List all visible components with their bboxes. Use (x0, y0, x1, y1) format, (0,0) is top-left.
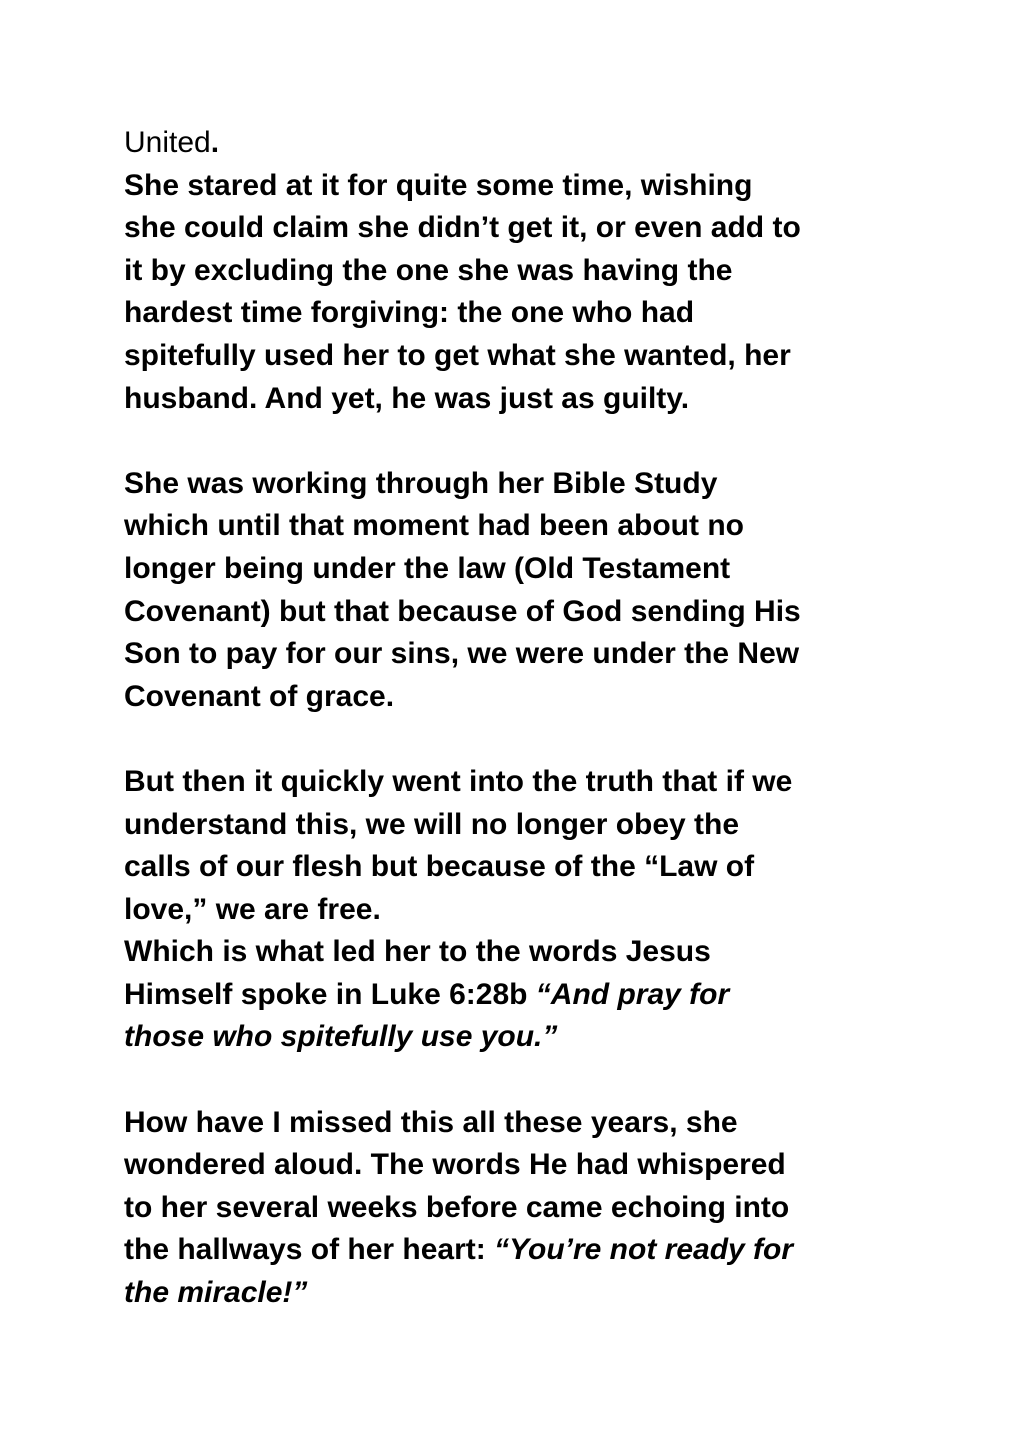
quote-lead: the hallways of her heart: (124, 1233, 495, 1267)
paragraph-4 (124, 1102, 924, 1315)
text-line: which until that moment had been about no (124, 509, 744, 543)
text-line: to her several weeks before came echoing into (124, 1190, 790, 1224)
text-line: understand this, we will no longer obey the (124, 807, 740, 841)
document-page (124, 122, 924, 1315)
text-line: hardest time forgiving: the one who had (124, 296, 695, 330)
text-line: wondered aloud. The words He had whispered (124, 1148, 786, 1182)
quote-line-end (124, 1272, 924, 1315)
whispered-quote-end: the miracle!” (124, 1276, 308, 1310)
scripture-line (124, 974, 924, 1017)
text-line: Son to pay for our sins, we were under the New (124, 637, 800, 671)
text-line: she could claim she didn’t get it, or even add to (124, 211, 801, 245)
scripture-quote-end: those who spitefully use you.” (124, 1020, 558, 1054)
whispered-quote: “You’re not ready for (494, 1233, 794, 1267)
text-line: Covenant) but that because of God sending His (124, 594, 801, 628)
text-line: How have I missed this all these years, she (124, 1105, 738, 1139)
text-line: spitefully used her to get what she wanted, her (124, 338, 791, 372)
text-line: Which is what led her to the words Jesus (124, 935, 711, 969)
opening-word: United (124, 126, 211, 159)
text-line: She was working through her Bible Study (124, 466, 718, 500)
paragraph-1 (124, 165, 924, 421)
text-line: Covenant of grace. (124, 679, 395, 713)
text-line: it by excluding the one she was having the (124, 253, 733, 287)
text-line: calls of our flesh but because of the “Law of (124, 850, 755, 884)
quote-line (124, 1229, 924, 1272)
paragraph-2 (124, 463, 924, 719)
paragraph-gap (124, 1059, 924, 1102)
paragraph-3 (124, 761, 924, 1059)
scripture-reference: Himself spoke in Luke 6:28b (124, 977, 536, 1011)
text-line: husband. And yet, he was just as guilty. (124, 381, 690, 415)
paragraph-gap (124, 718, 924, 761)
text-line: longer being under the law (Old Testament (124, 551, 731, 585)
scripture-quote: “And pray for (535, 977, 730, 1011)
paragraph-gap (124, 420, 924, 463)
text-line: But then it quickly went into the truth that if we (124, 764, 793, 798)
opening-line (124, 122, 924, 165)
text-line: love,” we are free. (124, 892, 381, 926)
scripture-line-end (124, 1016, 924, 1059)
opening-period: . (210, 126, 220, 159)
text-line: She stared at it for quite some time, wishing (124, 168, 753, 202)
